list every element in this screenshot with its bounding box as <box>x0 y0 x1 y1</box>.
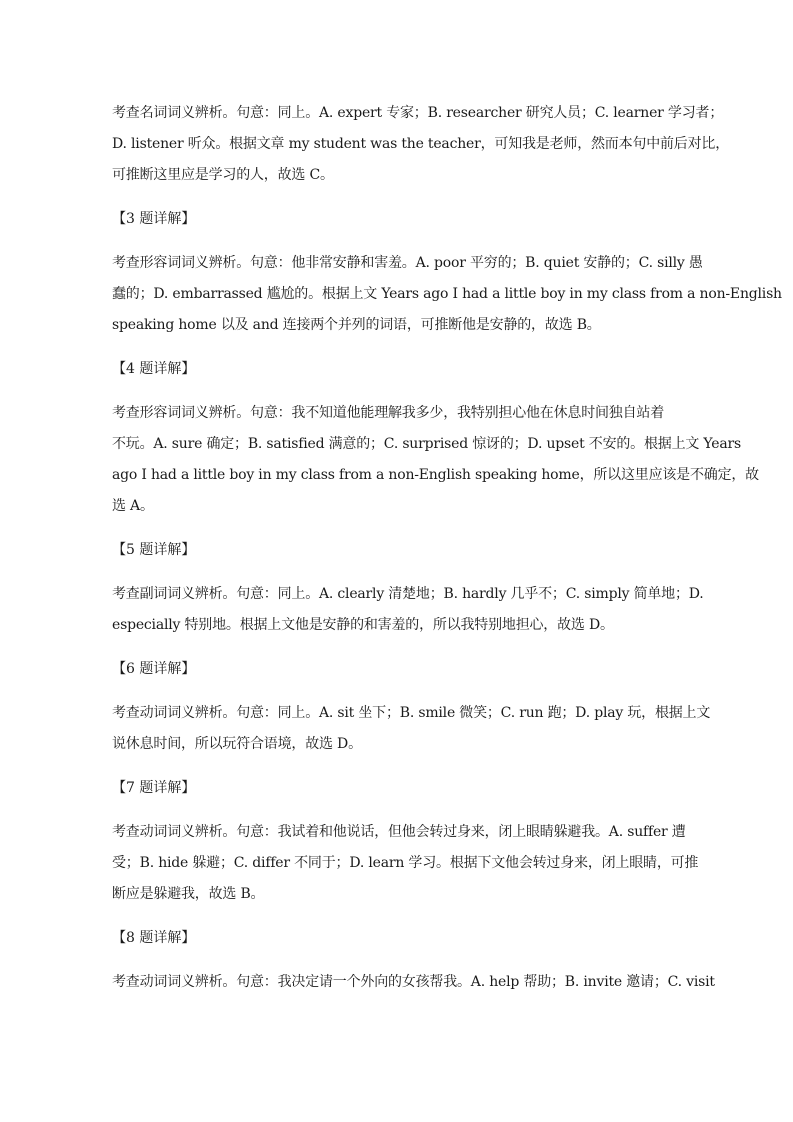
explanation-paragraph <box>112 579 704 641</box>
explanation-paragraph <box>112 248 782 341</box>
text-line: 考查形容词词义辨析。句意：他非常安静和害羞。A. poor 平穷的；B. quiet 安静的；C. silly 愚 <box>112 255 703 271</box>
section-8 <box>112 923 715 998</box>
section-heading: 【7 题详解】 <box>112 780 196 796</box>
text-line: 考查动词词义辨析。句意：我决定请一个外向的女孩帮我。A. help 帮助；B. invite 邀请；C. visit <box>112 974 715 990</box>
explanation-paragraph <box>112 698 711 760</box>
document-body <box>112 98 782 998</box>
explanation-paragraph <box>112 398 759 522</box>
explanation-paragraph <box>112 98 730 191</box>
section-heading: 【3 题详解】 <box>112 211 196 227</box>
text-line: 考查动词词义辨析。句意：我试着和他说话，但他会转过身来，闭上眼睛躲避我。A. suffer 遭 <box>112 824 686 840</box>
text-line: 说休息时间，所以玩符合语境，故选 D。 <box>112 736 362 752</box>
section-6 <box>112 654 711 760</box>
section-3 <box>112 204 782 341</box>
section-5 <box>112 535 704 641</box>
text-line: ago I had a little boy in my class from a non-English speaking home，所以这里应该是不确定，故 <box>112 467 759 483</box>
text-line: especially 特别地。根据上文他是安静的和害羞的，所以我特别地担心，故选 D。 <box>112 617 614 633</box>
text-line: 考查动词词义辨析。句意：同上。A. sit 坐下；B. smile 微笑；C. run 跑；D. play 玩，根据上文 <box>112 705 711 721</box>
text-line: D. listener 听众。根据文章 my student was the teacher，可知我是老师，然而本句中前后对比， <box>112 136 730 152</box>
text-line: speaking home 以及 and 连接两个并列的词语，可推断他是安静的，故选 B。 <box>112 317 601 333</box>
text-line: 考查名词词义辨析。句意：同上。A. expert 专家；B. researcher 研究人员；C. learner 学习者； <box>112 105 724 121</box>
text-line: 考查形容词词义辨析。句意：我不知道他能理解我多少，我特别担心他在休息时间独自站着 <box>112 405 664 421</box>
text-line: 蠢的；D. embarrassed 尴尬的。根据上文 Years ago I had a little boy in my class from a non-English <box>112 286 782 302</box>
text-line: 考查副词词义辨析。句意：同上。A. clearly 清楚地；B. hardly 几乎不；C. simply 简单地；D. <box>112 586 704 602</box>
section-heading: 【5 题详解】 <box>112 542 196 558</box>
explanation-paragraph <box>112 967 715 998</box>
section-heading: 【4 题详解】 <box>112 361 196 377</box>
section-heading: 【8 题详解】 <box>112 930 196 946</box>
section-2-explanation <box>112 98 730 191</box>
section-heading: 【6 题详解】 <box>112 661 196 677</box>
text-line: 受；B. hide 躲避；C. differ 不同于；D. learn 学习。根据下文他会转过身来，闭上眼睛，可推 <box>112 855 699 871</box>
text-line: 断应是躲避我，故选 B。 <box>112 886 265 902</box>
text-line: 选 A。 <box>112 498 154 514</box>
section-7 <box>112 773 699 910</box>
text-line: 可推断这里应是学习的人，故选 C。 <box>112 167 334 183</box>
text-line: 不玩。A. sure 确定；B. satisfied 满意的；C. surprised 惊讶的；D. upset 不安的。根据上文 Years <box>112 436 741 452</box>
section-4 <box>112 354 759 522</box>
explanation-paragraph <box>112 817 699 910</box>
